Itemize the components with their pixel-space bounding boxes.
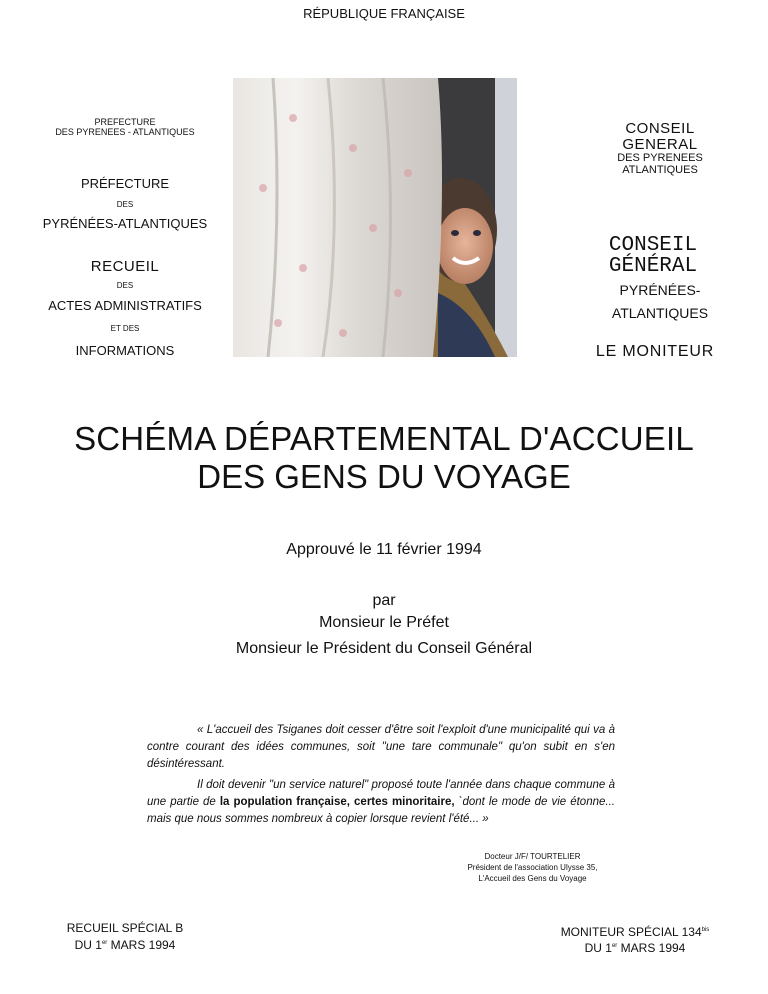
general-heading: GENERAL bbox=[622, 136, 698, 153]
recueil-label: RECUEIL bbox=[90, 258, 160, 275]
document-title-line2: DES GENS DU VOYAGE bbox=[197, 458, 571, 495]
actes-administratifs-label: ACTES ADMINISTRATIFS bbox=[48, 298, 202, 313]
prefecture-label: PRÉFECTURE bbox=[80, 176, 170, 191]
moniteur-date-sup: er bbox=[611, 943, 618, 949]
par-label: par bbox=[372, 592, 396, 609]
recueil-date-day: DU 1 bbox=[74, 938, 102, 952]
moniteur-special-sup: bis bbox=[701, 927, 710, 933]
moniteur-date-day: DU 1 bbox=[584, 941, 612, 955]
cover-photo-child-behind-curtain bbox=[233, 78, 517, 357]
signature-org: L'Accueil des Gens du Voyage bbox=[478, 874, 587, 883]
prefet-signatory: Monsieur le Préfet bbox=[319, 614, 449, 631]
moniteur-date bbox=[540, 941, 730, 955]
president-signatory: Monsieur le Président du Conseil Général bbox=[235, 640, 533, 657]
recueil-date bbox=[40, 938, 210, 952]
recueil-date-month: MARS 1994 bbox=[107, 938, 176, 952]
pyrenees-atlantiques-label: PYRÉNÉES-ATLANTIQUES bbox=[42, 216, 208, 231]
document-title-line1: SCHÉMA DÉPARTEMENTAL D'ACCUEIL bbox=[74, 420, 694, 457]
des-label-1: DES bbox=[116, 200, 134, 209]
et-des-label: ET DES bbox=[110, 324, 140, 333]
approval-date: Approuvé le 11 février 1994 bbox=[286, 541, 482, 558]
prefecture-small-line1: PREFECTURE bbox=[94, 117, 156, 127]
informations-label: INFORMATIONS bbox=[75, 343, 175, 358]
recueil-special-label: RECUEIL SPÉCIAL B bbox=[66, 921, 184, 935]
photo-illustration bbox=[233, 78, 517, 357]
recueil-date-sup: er bbox=[101, 940, 108, 946]
atlantiques-label-right: ATLANTIQUES bbox=[611, 305, 709, 321]
prefecture-small-heading bbox=[30, 117, 220, 137]
general-logo-text: GÉNÉRAL bbox=[608, 255, 698, 278]
signature-role: Président de l'association Ulysse 35, bbox=[467, 863, 598, 872]
signature-name: Docteur J/F/ TOURTELIER bbox=[484, 852, 581, 861]
quote-paragraph-2-part-a: Il doit devenir "un service naturel" proposé toute l'année dans chaque commune à une partie de bbox=[147, 779, 615, 808]
quote-paragraph-2-bold: la population française, certes minoritaire, bbox=[219, 796, 455, 808]
quote-paragraph-1: « L'accueil des Tsiganes doit cesser d'être soit l'exploit d'une municipalité qui va à contre courant des idées communes, soit "une tare communale" qu'on subit en s'en désintéressant. bbox=[147, 724, 615, 770]
pyrenees-label-right: PYRÉNÉES- bbox=[619, 282, 701, 298]
des-label-2: DES bbox=[116, 281, 134, 290]
le-moniteur-label: LE MONITEUR bbox=[595, 343, 715, 360]
conseil-heading: CONSEIL bbox=[625, 120, 695, 137]
moniteur-special-label bbox=[540, 925, 730, 939]
quote-paragraph-2 bbox=[147, 777, 615, 828]
atlantiques-label: ATLANTIQUES bbox=[622, 164, 698, 176]
moniteur-date-month: MARS 1994 bbox=[617, 941, 686, 955]
prefecture-small-line2: DES PYRENEES - ATLANTIQUES bbox=[55, 127, 195, 137]
republique-francaise: RÉPUBLIQUE FRANÇAISE bbox=[303, 6, 465, 21]
conseil-logo-text: CONSEIL bbox=[608, 234, 698, 257]
moniteur-special-text: MONITEUR SPÉCIAL 134 bbox=[560, 925, 702, 939]
quote-paragraph-2-part-b: `dont le mode de vie étonne... mais que nous sommes nombreux à copier lorsque revient l'été... » bbox=[147, 796, 615, 825]
des-pyrenees-label: DES PYRENEES bbox=[617, 152, 703, 164]
